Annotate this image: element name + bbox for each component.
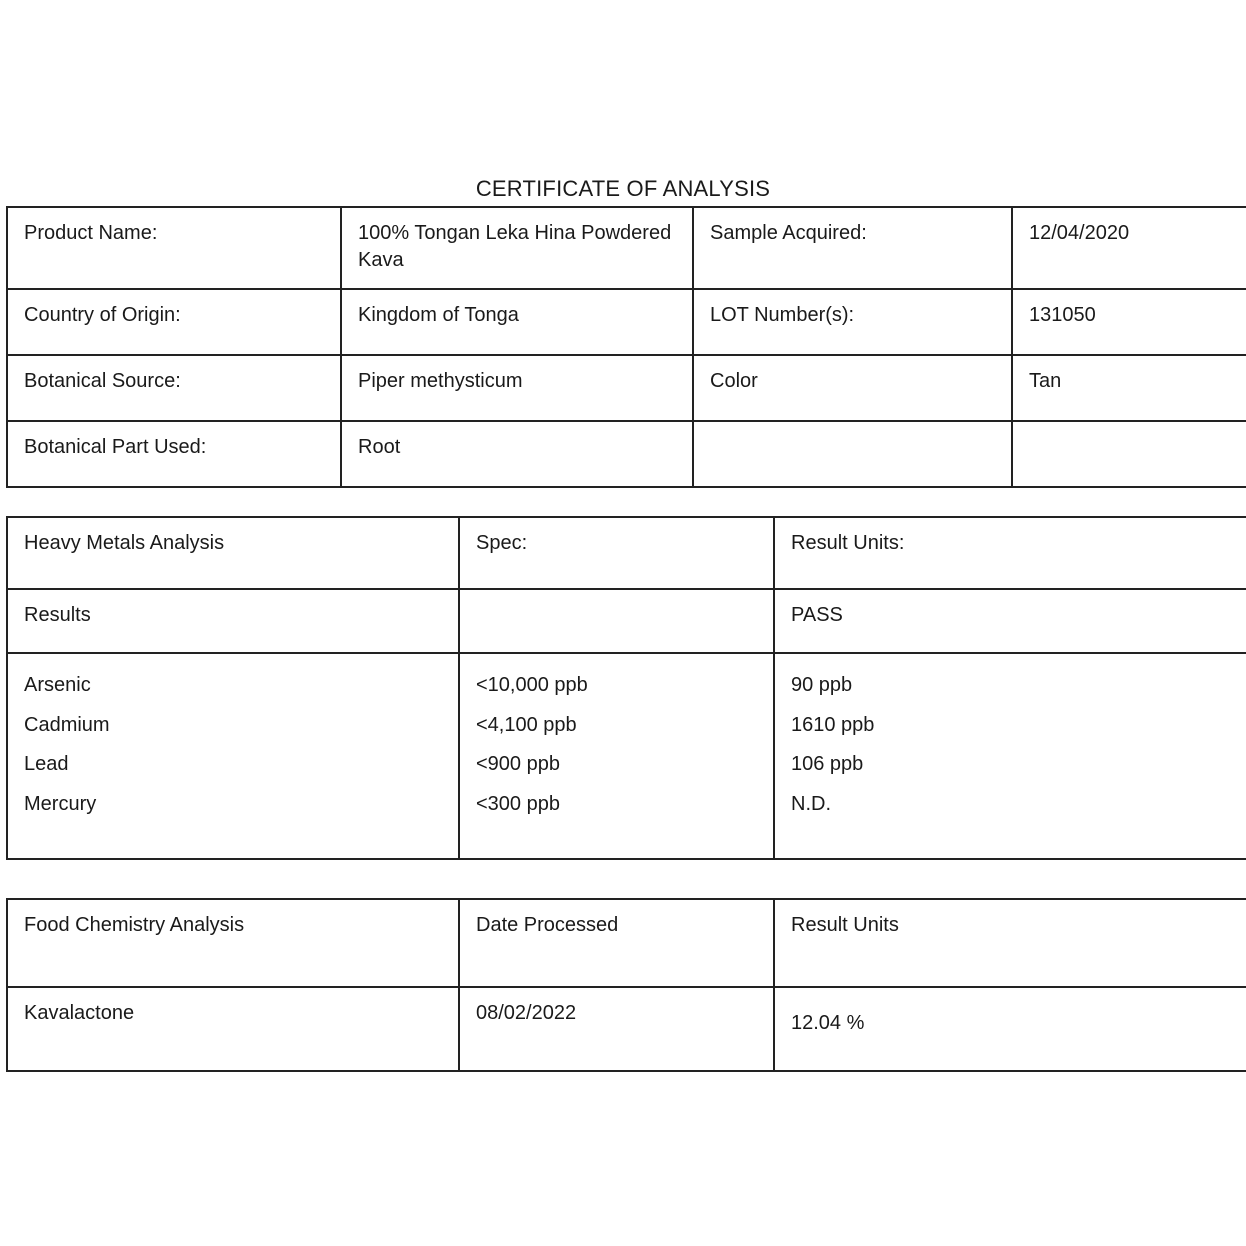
- analyte-name: Lead: [24, 753, 69, 776]
- botanical-source-label: Botanical Source:: [7, 355, 341, 421]
- table-row: [7, 207, 1246, 289]
- sample-acquired-label: Sample Acquired:: [693, 207, 1012, 289]
- table-row: [7, 289, 1246, 355]
- food-chemistry-table: [6, 898, 1246, 1072]
- results-status-value: PASS: [774, 589, 1246, 653]
- botanical-part-used-label: Botanical Part Used:: [7, 421, 341, 487]
- analyte-results-cell: [774, 653, 1246, 859]
- botanical-part-used-value: Root: [341, 421, 693, 487]
- analyte-result: 1610 ppb: [791, 713, 875, 736]
- table-row: [7, 355, 1246, 421]
- analyte-spec: <900 ppb: [476, 753, 560, 776]
- kavalactone-label: Kavalactone: [7, 987, 459, 1071]
- kavalactone-result: 12.04 %: [774, 987, 1246, 1071]
- analyte-spec: <10,000 ppb: [476, 674, 588, 696]
- info-empty-cell-1: [693, 421, 1012, 487]
- analyte-name: Mercury: [24, 792, 97, 815]
- country-of-origin-value: Kingdom of Tonga: [341, 289, 693, 355]
- heavy-metals-table: [6, 516, 1246, 860]
- table-header-row: [7, 517, 1246, 589]
- product-name-label: Product Name:: [7, 207, 341, 289]
- analyte-names-cell: [7, 653, 459, 859]
- kavalactone-date: 08/02/2022: [459, 987, 774, 1071]
- table-row: [7, 987, 1246, 1071]
- country-of-origin-label: Country of Origin:: [7, 289, 341, 355]
- color-value: Tan: [1012, 355, 1246, 421]
- heavy-metals-spec-header: Spec:: [459, 517, 774, 589]
- lot-number-label: LOT Number(s):: [693, 289, 1012, 355]
- botanical-source-value: Piper methysticum: [341, 355, 693, 421]
- heavy-metals-analysis-header: Heavy Metals Analysis: [7, 517, 459, 589]
- sample-acquired-value: 12/04/2020: [1012, 207, 1246, 289]
- info-empty-cell-2: [1012, 421, 1246, 487]
- product-info-table: [6, 206, 1246, 488]
- analyte-name: Cadmium: [24, 713, 110, 736]
- results-spec-cell: [459, 589, 774, 653]
- lot-number-value: 131050: [1012, 289, 1246, 355]
- table-header-row: [7, 899, 1246, 987]
- page-title: CERTIFICATE OF ANALYSIS: [475, 176, 771, 201]
- analyte-name: Arsenic: [24, 674, 91, 696]
- analyte-specs-cell: [459, 653, 774, 859]
- product-name-value: 100% Tongan Leka Hina Powdered Kava: [341, 207, 693, 289]
- date-processed-header: Date Processed: [459, 899, 774, 987]
- color-label: Color: [693, 355, 1012, 421]
- analyte-spec: <4,100 ppb: [476, 713, 577, 736]
- table-row: [7, 653, 1246, 859]
- analyte-result: 106 ppb: [791, 753, 864, 776]
- table-row: [7, 589, 1246, 653]
- analyte-spec: <300 ppb: [476, 792, 560, 815]
- analyte-result: N.D.: [791, 792, 831, 815]
- food-chemistry-analysis-header: Food Chemistry Analysis: [7, 899, 459, 987]
- heavy-metals-result-units-header: Result Units:: [774, 517, 1246, 589]
- table-row: [7, 421, 1246, 487]
- analyte-result: 90 ppb: [791, 674, 853, 696]
- results-label: Results: [7, 589, 459, 653]
- food-chemistry-result-units-header: Result Units: [774, 899, 1246, 987]
